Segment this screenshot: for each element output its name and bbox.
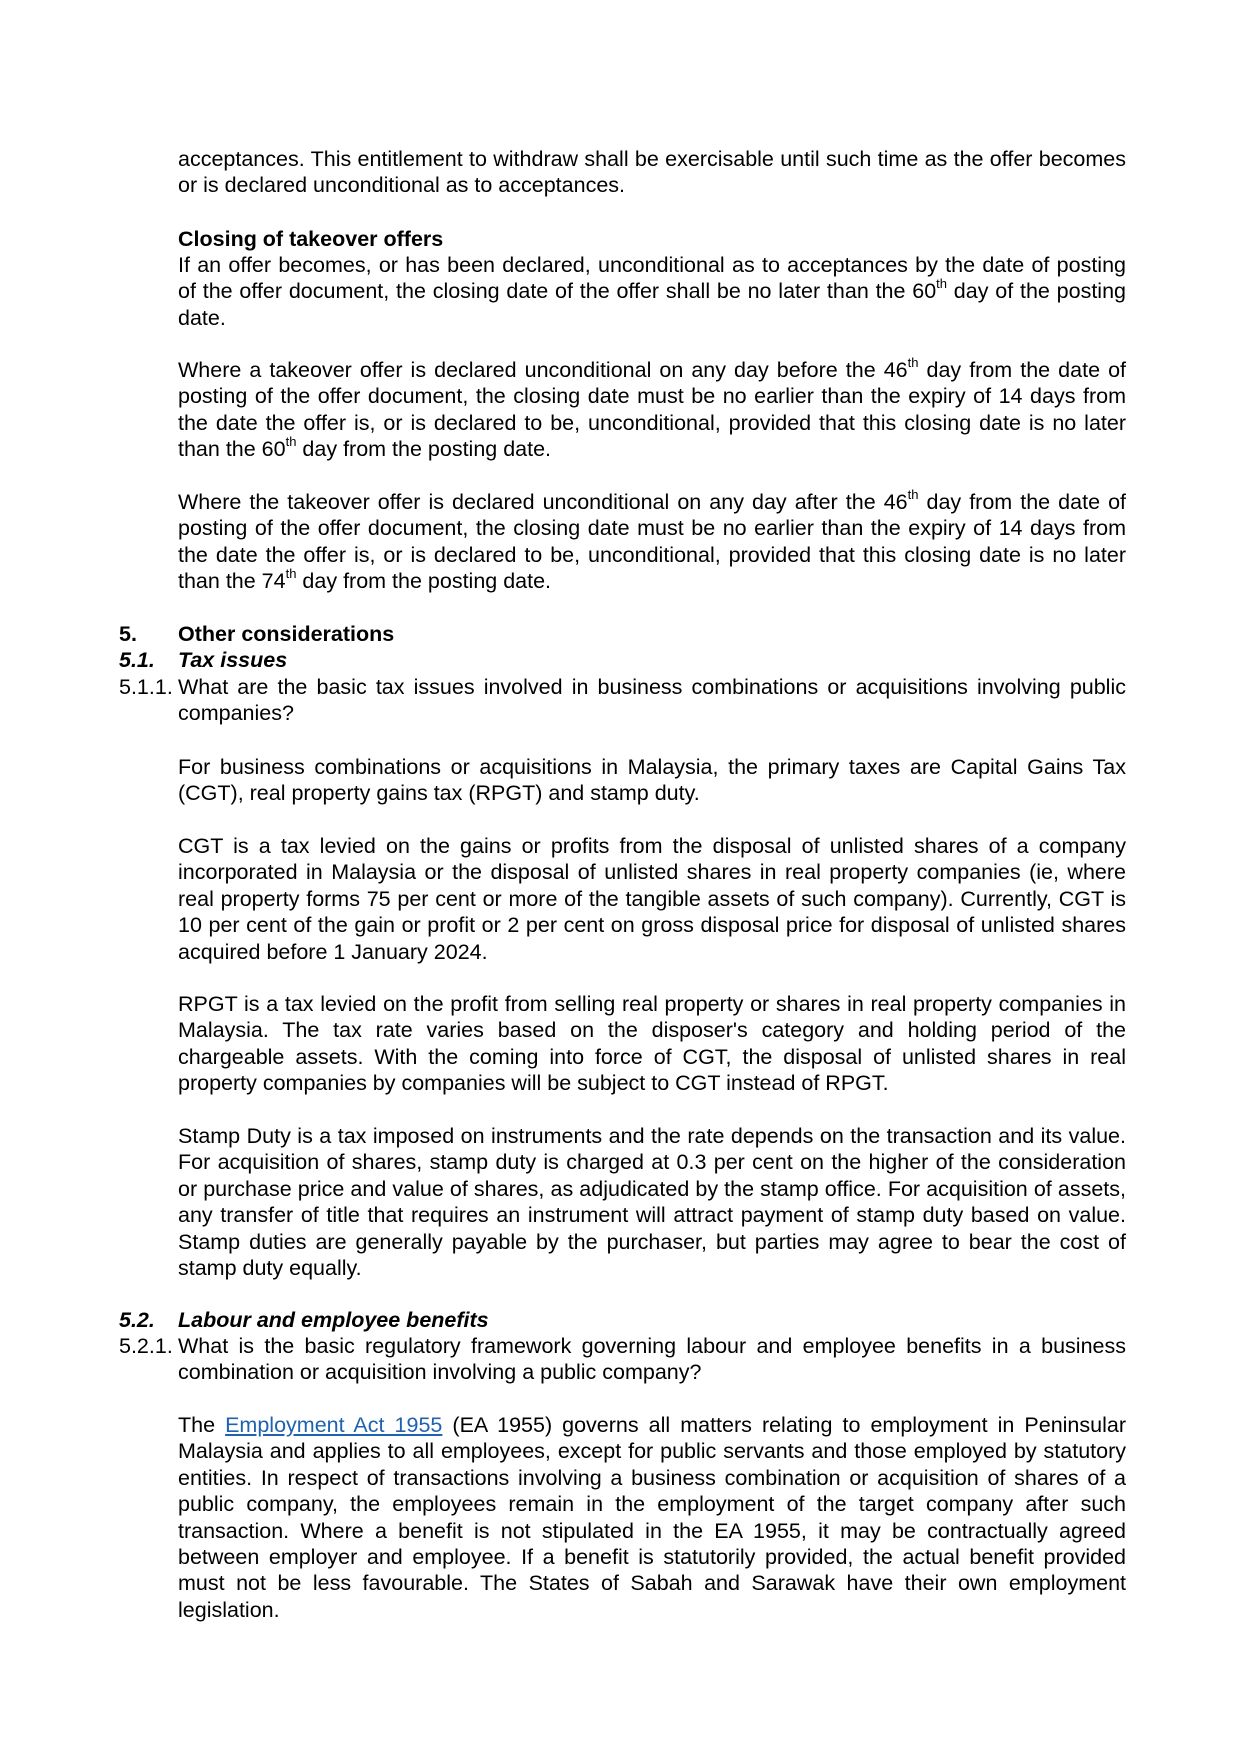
tax-paragraph-4: Stamp Duty is a tax imposed on instruments and the rate depends on the transaction and its value. For acquisition of shares, stamp duty is charged at 0.3 per cent on the higher of the consideration or purchase price and value of shares, as adjudicated by the stamp office. For acquisition of assets, any transfer of title that requires an instrument will attract payment of stamp duty based on value. Stamp duties are generally payable by the purchaser, but parties may agree to bear the cost of stamp duty equally. xyxy=(178,1124,1126,1281)
closing-paragraph-3: Where the takeover offer is declared unconditional on any day after the 46th day from the date of posting of the offer document, the closing date must be no earlier than the expiry of 14 days from the date the offer is, or is declared to be, unconditional, provided that this closing date is no later than the 74th day from the posting date. xyxy=(178,486,1126,594)
section-5-1-number: 5.1. xyxy=(119,648,155,672)
tax-paragraph-2: CGT is a tax levied on the gains or profits from the disposal of unlisted shares of a company incorporated in Malaysia or the disposal of unlisted shares in real property companies (ie, where real property forms 75 per cent or more of the tangible assets of such company). Currently, CGT is 10 per cent of the gain or profit or 2 per cent on gross disposal price for disposal of unlisted shares acquired before 1 January 2024. xyxy=(178,834,1126,964)
question-5-2-1-number: 5.2.1. xyxy=(119,1334,173,1358)
section-5-2-title: Labour and employee benefits xyxy=(178,1308,489,1332)
section-5-1-title: Tax issues xyxy=(178,648,288,672)
section-5-number: 5. xyxy=(119,622,137,646)
tax-paragraph-1: For business combinations or acquisitions in Malaysia, the primary taxes are Capital Gains Tax (CGT), real property gains tax (RPGT) and stamp duty. xyxy=(178,755,1126,806)
section-5-2-number: 5.2. xyxy=(119,1308,155,1332)
intro-paragraph: acceptances. This entitlement to withdraw shall be exercisable until such time as the offer becomes or is declared unconditional as to acceptances. xyxy=(178,147,1126,198)
question-5-1-1-number: 5.1.1. xyxy=(119,675,173,699)
employment-act-link[interactable]: Employment Act 1955 xyxy=(225,1413,443,1437)
closing-paragraph-1: If an offer becomes, or has been declared, unconditional as to acceptances by the date of posting of the offer document, the closing date of the offer shall be no later than the 60th day of the posting date. xyxy=(178,253,1126,330)
labour-paragraph: The Employment Act 1955 (EA 1955) governs all matters relating to employment in Peninsular Malaysia and applies to all employees, except for public servants and those employed by statutory entities. In respect of transactions involving a business combination or acquisition of shares of a public company, the employees remain in the employment of the target company after such transaction. Where a benefit is not stipulated in the EA 1955, it may be contractually agreed between employer and employee. If a benefit is statutorily provided, the actual benefit provided must not be less favourable. The States of Sabah and Sarawak have their own employment legislation. xyxy=(178,1413,1126,1622)
closing-offers-heading: Closing of takeover offers xyxy=(178,227,444,251)
section-5-title: Other considerations xyxy=(178,622,395,646)
closing-paragraph-2: Where a takeover offer is declared unconditional on any day before the 46th day from the date of posting of the offer document, the closing date must be no earlier than the expiry of 14 days from the date the offer is, or is declared to be, unconditional, provided that this closing date is no later than the 60th day from the posting date. xyxy=(178,354,1126,462)
question-5-1-1: What are the basic tax issues involved in business combinations or acquisitions involving public companies? xyxy=(178,675,1126,726)
tax-paragraph-3: RPGT is a tax levied on the profit from selling real property or shares in real property companies in Malaysia. The tax rate varies based on the disposer's category and holding period of the chargeable assets. With the coming into force of CGT, the disposal of unlisted shares in real property companies by companies will be subject to CGT instead of RPGT. xyxy=(178,992,1126,1096)
question-5-2-1: What is the basic regulatory framework governing labour and employee benefits in a business combination or acquisition involving a public company? xyxy=(178,1334,1126,1385)
closing-heading-block xyxy=(178,226,1126,252)
